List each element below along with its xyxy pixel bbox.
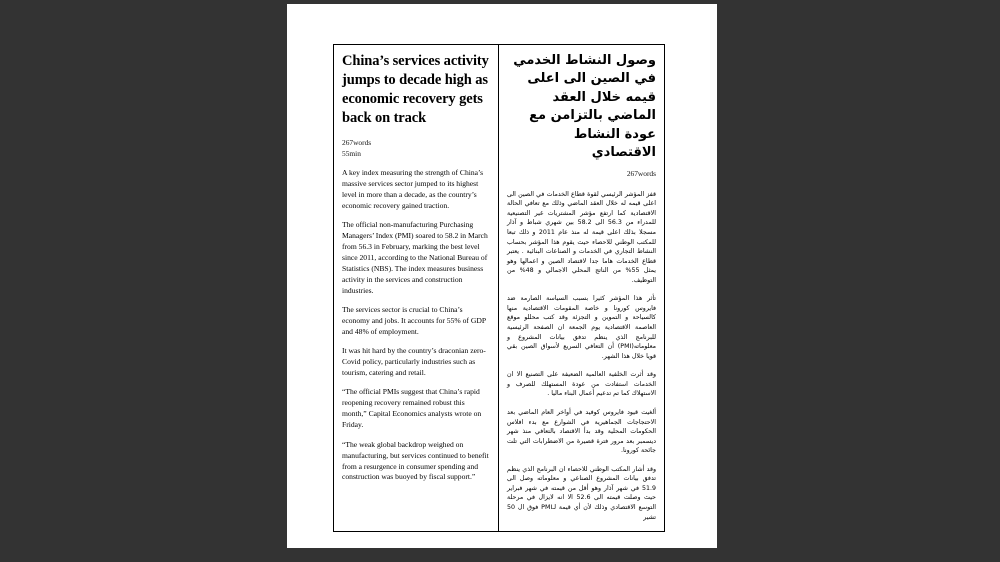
source-language-cell: [334, 45, 499, 532]
target-paragraph-4: ألغيت قيود فايروس كوفيد في أواخر العام الماضي بعد الاحتجاجات الجماهيرية في الشوارع مع بدء افلاس الحكومات المحلية وقد بدأ الاقتصاد بالتعافي منذ شهر ديسمبر بعد مرور فترة قصيرة من الاضطرابات التي تلت جائحة كورونا.: [507, 408, 656, 455]
target-paragraph-5: وقد أشار المكتب الوطني للاحصاء ان البرنامج الذي ينظم تدفق بيانات المشروع الصناعي و معلوماته وصل الى 51.9 في شهر آذار وهو أقل من قيمته في شهر فبراير حيث وصلت قيمته الى 52.6 الا انه لايزال في مرحلة التوسع الاقتصادي وذلك لأن أي قيمة لـPMI فوق ال 50 تشير: [507, 465, 656, 521]
source-word-count: 267words: [342, 138, 372, 148]
source-paragraph-1: A key index measuring the strength of China’s massive services sector jumped to its highest level in more than a decade, as the country’s economic recovery gained traction.: [342, 167, 484, 210]
target-paragraph-2: تأثر هذا المؤشر كثيرا بسبب السياسة الصارمة ضد فايروس كورونا و خاصة المقومات الاقتصادية منها كالسياحة و التموين و التجزئة وقد كتب محللو موقع العاصمة الاقتصادية يوم الجمعة ان الصفحة الرئيسية للبرنامج الذي ينظم تدفق بيانات المشروع و معلوماته(PMI) أن التعافي السريع لأسواق الصين بقي قويا خلال هذا الشهر.: [507, 295, 656, 360]
source-duration: 55min: [342, 148, 361, 158]
target-content: [507, 52, 656, 522]
target-paragraph-3: وقد أثرت الخلفية العالمية الضعيفة على التصنيع الا ان الخدمات استفادت من عودة المستهلك للصرف و الاستهلاك كما تم تدعيم أعمال البناء ماليا .: [507, 371, 656, 398]
source-paragraph-3: The services sector is crucial to China’s economy and jobs. It accounts for 55% of GDP and 48% of employment.: [342, 304, 486, 336]
target-paragraph-1: قفز المؤشر الرئيسي لقوة قطاع الخدمات في الصين الى اعلى قيمه له خلال العقد الماضي وذلك مع تعافي الحالة الاقتصادية كما ارتفع مؤشر المشتريات غير التصنيعية للمدراء من 56.3 الى 58.2 بين شهري شباط و آذار مسجلا بذلك اعلى قيمة له منذ عام 2011 و ذلك تبعا للمكتب الوطني للاحصاء حيث يقوم هذا المؤشر بحساب النشاط التجاري في الخدمات و الصناعات البنائية . يعتبر قطاع الخدمات هاما جدا لاقتصاد الصين و اعمالها وهو يمثل 55% من الناتج المحلي الاجمالي و 48% من التوظيف.: [507, 190, 657, 284]
source-paragraph-5: “The official PMIs suggest that China’s rapid reopening recovery remained robust this month,” Capital Economics analysts wrote on Friday.: [342, 387, 482, 430]
source-headline: China’s services activity jumps to decade high as economic recovery gets back on track: [342, 53, 489, 126]
target-language-cell: [499, 45, 665, 532]
source-paragraph-4: It was hit hard by the country’s draconian zero-Covid policy, particularly industries such as tourism, catering and retail.: [342, 346, 486, 378]
source-paragraph-6: “The weak global backdrop weighed on manufacturing, but services continued to benefit from a resurgence in consumer spending and construction was buoyed by fiscal support.”: [342, 439, 489, 482]
target-word-count: 267words: [626, 168, 656, 178]
source-paragraph-2: The official non-manufacturing Purchasing Managers’ Index (PMI) soared to 58.2 in March from 56.3 in February, marking the best level since 2011, according to the National Bureau of Statistics (NBS). The index measures business activity in the services and construction industries.: [342, 220, 488, 295]
bilingual-translation-table: [333, 44, 665, 532]
document-page: [287, 4, 717, 548]
table-row: [334, 45, 665, 532]
source-metadata: [342, 138, 490, 158]
target-headline: وصول النشاط الخدمي في الصين الى اعلى قيمه خلال العقد الماضي بالتزامن مع عودة النشاط الاقتصادي: [513, 53, 656, 161]
